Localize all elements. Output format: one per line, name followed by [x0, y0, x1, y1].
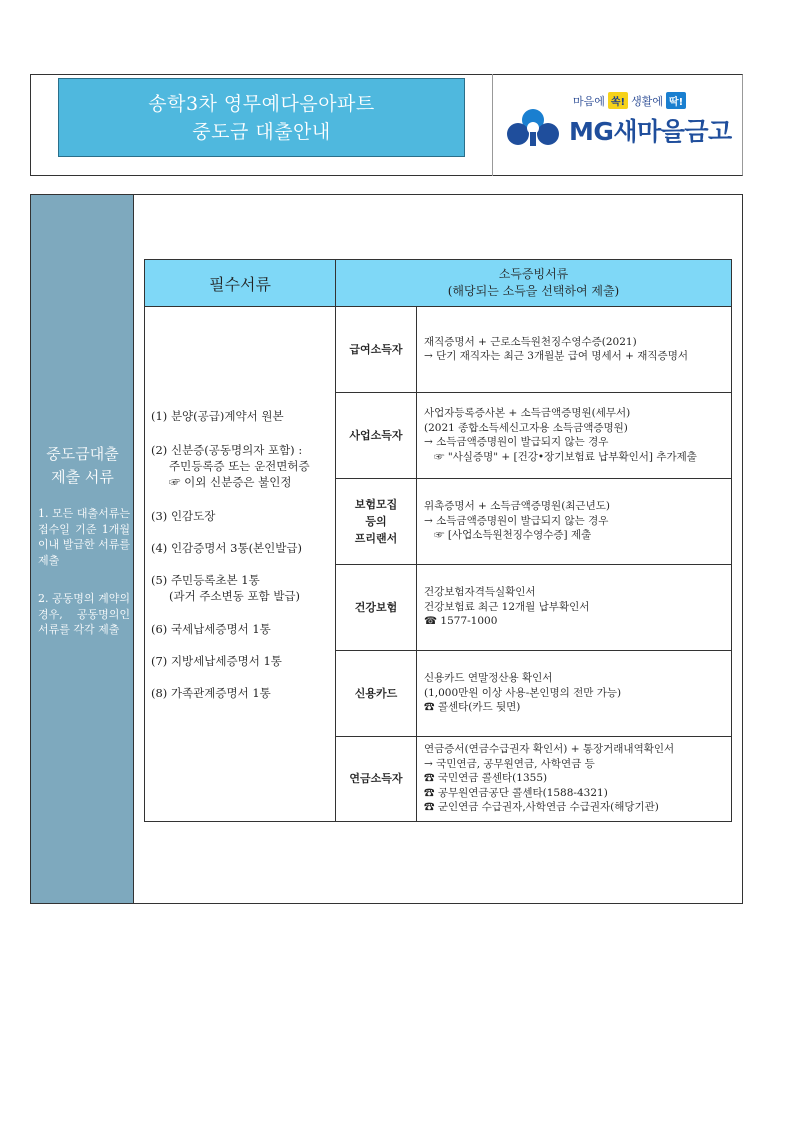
required-item: (4) 인감증명서 3통(본인발급)	[151, 541, 302, 555]
required-item: (8) 가족관계증명서 1통	[151, 686, 271, 700]
income-line: → 국민연금, 공무원연금, 사학연금 등	[424, 757, 595, 770]
header-divider	[492, 74, 493, 176]
head-income-line-1: 소득증빙서류	[498, 267, 569, 281]
income-label-line: 프리랜서	[354, 531, 398, 545]
income-line: ☎ 군인연금 수급권자,사학연금 수급권자(해당기관)	[424, 801, 659, 814]
income-label-line: 보험모집	[354, 497, 398, 511]
income-row-body	[416, 306, 732, 393]
income-row-body	[416, 392, 732, 479]
title-line-1: 송학3차 영무예다음아파트	[148, 92, 375, 115]
income-line: 건강보험자격득실확인서	[424, 586, 536, 599]
required-item: (과거 주소변동 포함 발급)	[169, 589, 301, 603]
income-row-label: 건강보험	[335, 564, 417, 651]
side-note-2: 2. 공동명의 계약의 경우, 공동명의인 서류를 각각 제출	[38, 592, 130, 636]
income-row-label: 급여소득자	[335, 306, 417, 393]
required-item: (5) 주민등록초본 1통	[151, 573, 260, 587]
income-line: ☎ 1577-1000	[424, 615, 498, 628]
income-row-body	[416, 564, 732, 651]
required-item: (1) 분양(공급)계약서 원본	[151, 409, 284, 423]
income-row-body	[416, 478, 732, 565]
income-line: 연금증서(연금수급권자 확인서) + 통장거래내역확인서	[424, 743, 675, 756]
income-line: 신용카드 연말정산용 확인서	[424, 672, 553, 685]
logo-tagline	[573, 92, 686, 109]
mg-logo-mark-icon	[503, 106, 563, 150]
table-head-required: 필수서류	[144, 259, 336, 307]
tagline-badge-2: 딱!	[666, 92, 686, 109]
income-row-label: 신용카드	[335, 650, 417, 737]
income-line: (2021 종합소득세신고자용 소득금액증명원)	[424, 421, 628, 434]
income-line: ☎ 공무원연금공단 콜센타(1588-4321)	[424, 786, 608, 799]
income-label-line: 등의	[365, 514, 387, 528]
required-docs-cell	[144, 306, 336, 822]
head-income-line-2: (해당되는 소득을 선택하여 제출)	[447, 284, 620, 298]
income-line: ☞ "사실증명" + [건강•장기보험료 납부확인서] 추가제출	[434, 450, 697, 463]
required-item: (6) 국세납세증명서 1통	[151, 622, 271, 636]
income-line: → 소득금액증명원이 발급되지 않는 경우	[424, 436, 609, 448]
income-row-label: 사업소득자	[335, 392, 417, 479]
required-item: (2) 신분증(공동명의자 포함) :	[151, 443, 303, 457]
tagline-text-1: 마음에	[573, 94, 605, 108]
side-title-line-2: 제출 서류	[51, 468, 114, 486]
required-item: ☞ 이외 신분증은 불인정	[169, 475, 292, 489]
income-row-body	[416, 736, 732, 822]
income-line: → 단기 재직자는 최근 3개월분 급여 명세서 + 재직증명서	[424, 350, 688, 362]
income-row-label	[335, 478, 417, 565]
title-line-2: 중도금 대출안내	[192, 120, 331, 143]
side-title	[31, 443, 134, 489]
required-item: (3) 인감도장	[151, 509, 216, 523]
page-title	[58, 78, 465, 157]
income-line: ☎ 국민연금 콜센타(1355)	[424, 772, 548, 785]
side-note-1: 1. 모든 대출서류는 접수일 기준 1개월 이내 발급한 서류를 제출	[38, 507, 131, 567]
income-line: 사업자등록증사본 + 소득금액증명원(세무서)	[424, 407, 631, 419]
income-line: 위촉증명서 + 소득금액증명원(최근년도)	[424, 500, 610, 513]
side-panel	[31, 195, 134, 903]
income-row-body	[416, 650, 732, 737]
required-item: 주민등록증 또는 운전면허증	[169, 459, 310, 473]
mg-logo	[503, 92, 735, 152]
income-line: 건강보험료 최근 12개월 납부확인서	[424, 600, 590, 613]
income-line: ☞ [사업소득원천징수영수증] 제출	[434, 529, 592, 542]
income-line: ☎ 콜센타(카드 뒷면)	[424, 701, 521, 714]
side-title-line-1: 중도금대출	[46, 445, 119, 463]
required-item: (7) 지방세납세증명서 1통	[151, 654, 282, 668]
income-line: 재직증명서 + 근로소득원천징수영수증(2021)	[424, 335, 637, 348]
income-line: (1,000만원 이상 사용-본인명의 전만 가능)	[424, 686, 622, 699]
tagline-text-2: 생활에	[631, 94, 664, 108]
table-head-income	[335, 259, 732, 307]
income-row-label: 연금소득자	[335, 736, 417, 822]
logo-name: MG새마을금고	[569, 117, 732, 146]
tagline-badge-1: 쏙!	[608, 92, 628, 109]
income-line: → 소득금액증명원이 발급되지 않는 경우	[424, 514, 609, 527]
